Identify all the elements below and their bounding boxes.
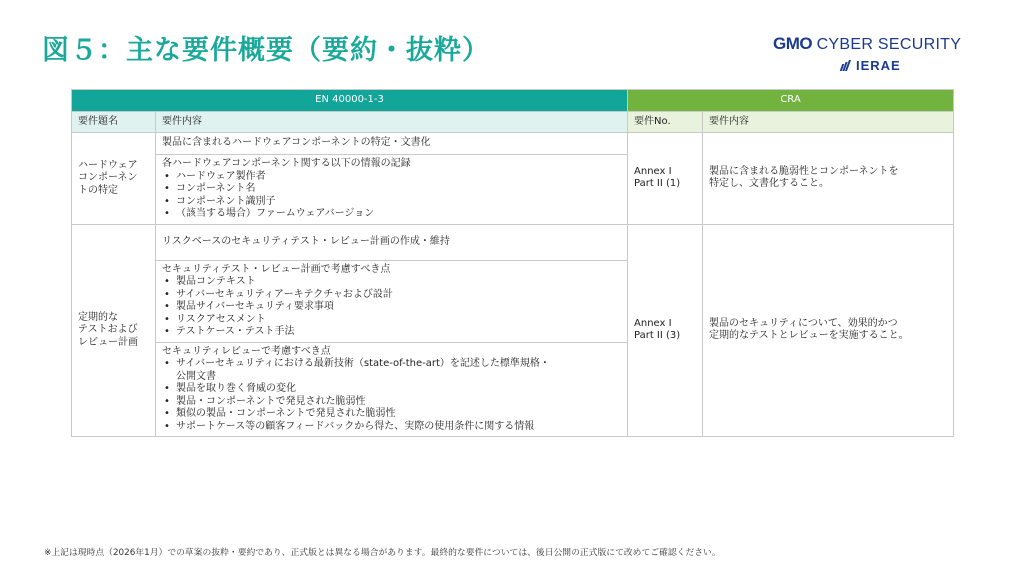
cra-no: Annex I Part II (3) — [634, 317, 681, 342]
topic-cell — [72, 133, 156, 225]
logo-brand: GMO — [773, 34, 813, 53]
logo-mark-icon — [841, 60, 850, 71]
topic-cell — [72, 224, 156, 437]
cra-no: Annex I Part II (1) — [634, 165, 681, 190]
list-item: • コンポーネント名 — [162, 183, 621, 196]
cra-content: 製品のセキュリティについて、効果的かつ 定期的なテストとレビューを実施すること。 — [709, 317, 909, 342]
cra-content: 製品に含まれる脆弱性とコンポーネントを 特定し、文書化すること。 — [709, 165, 899, 190]
topic-label: 定期的な テストおよび レビュー計画 — [78, 311, 138, 348]
content-cell — [156, 260, 628, 342]
col-no: 要件No. — [628, 112, 703, 133]
header-cra: CRA — [628, 90, 954, 112]
list-item: • 製品を取り巻く脅威の変化 — [162, 383, 621, 396]
list-item: • 製品サイバーセキュリティ要求事項 — [162, 301, 621, 314]
content-cell — [156, 224, 628, 260]
footnote: ※上記は現時点（2026年1月）での草案の抜粋・要約であり、正式版とは異なる場合があります。最終的な要件については、後日公開の正式版にて改めてご確認ください。 — [44, 548, 721, 558]
cra-no-cell — [628, 224, 703, 437]
list-item: • 製品・コンポーネントで発見された脆弱性 — [162, 396, 621, 409]
list-item: • サイバーセキュリティにおける最新技術（state-of-the-art）を記述した標準規格・ 公開文書 — [162, 358, 621, 383]
logo-name: CYBER SECURITY — [816, 36, 962, 53]
list-item: • ハードウェア製作者 — [162, 171, 621, 184]
content-heading: 製品に含まれるハードウェアコンポーネントの特定・文書化 — [162, 137, 431, 149]
content-heading: リスクベースのセキュリティテスト・レビュー計画の作成・維持 — [162, 235, 450, 247]
requirements-table — [71, 89, 954, 437]
cra-no-cell — [628, 133, 703, 225]
col-topic: 要件題名 — [72, 112, 156, 133]
list-item: • 製品コンテキスト — [162, 276, 621, 289]
header-en: EN 40000-1-3 — [72, 90, 628, 112]
list-item: • （該当する場合）ファームウェアバージョン — [162, 208, 621, 221]
bullet-list — [162, 276, 621, 339]
list-item: • リスクアセスメント — [162, 314, 621, 327]
col-cra-content: 要件内容 — [703, 112, 954, 133]
content-heading: セキュリティレビューで考慮すべき点 — [162, 345, 331, 357]
bullet-list — [162, 171, 621, 221]
list-item: • テストケース・テスト手法 — [162, 326, 621, 339]
cra-content-cell — [703, 224, 954, 437]
logo-sub: IERAE — [856, 58, 901, 73]
content-cell — [156, 155, 628, 225]
bullet-list — [162, 358, 621, 433]
company-logo — [773, 36, 978, 76]
list-item: • 類似の製品・コンポーネントで発見された脆弱性 — [162, 408, 621, 421]
content-cell — [156, 342, 628, 437]
list-item: • サポートケース等の顧客フィードバックから得た、実際の使用条件に関する情報 — [162, 421, 621, 434]
content-heading: 各ハードウェアコンポーネント関する以下の情報の記録 — [162, 158, 411, 169]
topic-label: ハードウェア コンポーネン トの特定 — [78, 159, 138, 196]
list-item: • サイバーセキュリティアーキテクチャおよび設計 — [162, 289, 621, 302]
page-title: 図５：主な要件概要（要約・抜粋） — [42, 35, 490, 66]
list-item: • コンポーネント識別子 — [162, 196, 621, 209]
content-heading: セキュリティテスト・レビュー計画で考慮すべき点 — [162, 263, 391, 275]
cra-content-cell — [703, 133, 954, 225]
col-content: 要件内容 — [156, 112, 628, 133]
content-cell — [156, 133, 628, 155]
